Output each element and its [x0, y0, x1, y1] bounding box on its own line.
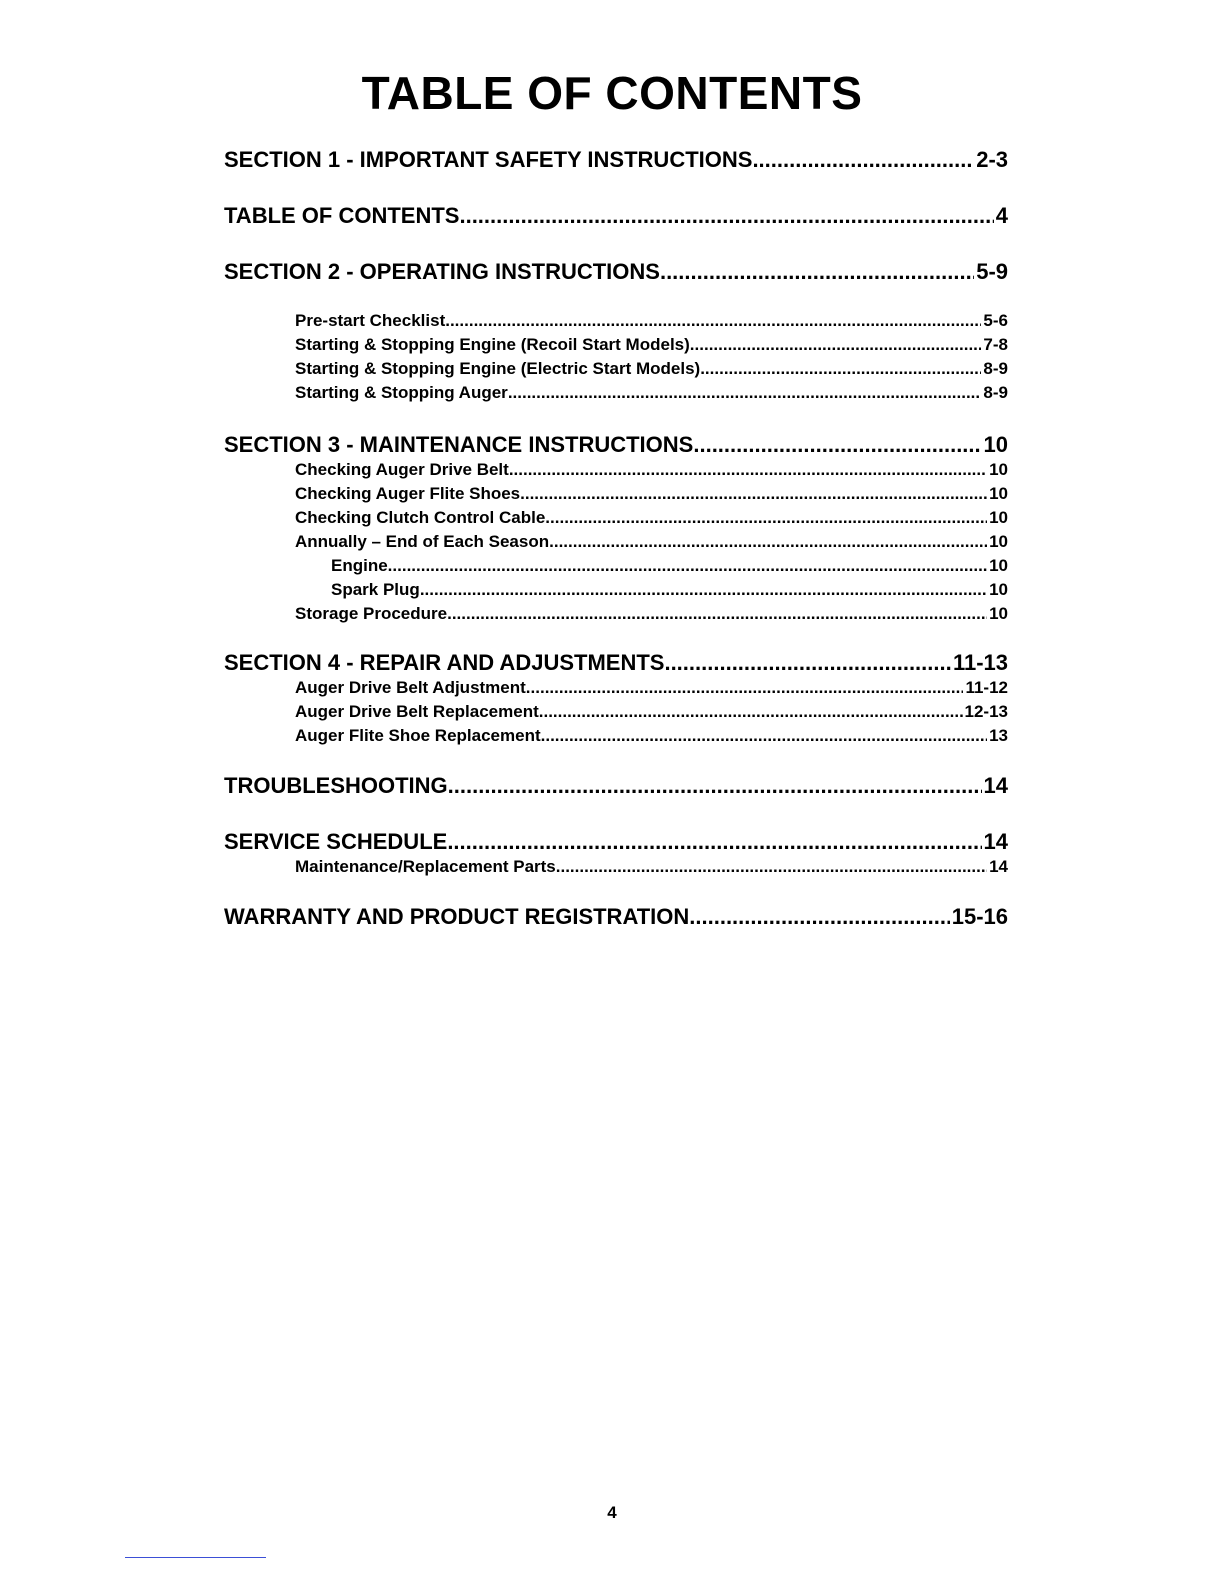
page-number: 4 — [607, 1503, 617, 1522]
toc-entry-label: Checking Auger Flite Shoes — [295, 484, 521, 503]
toc-entry-spark-plug[interactable] — [331, 579, 1008, 601]
dot-leader — [700, 358, 981, 380]
toc-entry-label: Auger Drive Belt Adjustment — [295, 678, 526, 697]
toc-entry-label: Auger Flite Shoe Replacement — [295, 726, 541, 745]
toc-entry-label: Starting & Stopping Engine (Electric Start Models) — [295, 359, 701, 378]
dot-leader — [660, 257, 974, 287]
toc-entry-section-2[interactable] — [224, 257, 1008, 287]
toc-entry-section-3[interactable] — [224, 430, 1008, 460]
toc-entry-warranty[interactable] — [224, 902, 1008, 932]
page-title: TABLE OF CONTENTS — [361, 67, 863, 119]
toc-entry-label: TROUBLESHOOTING — [224, 773, 448, 798]
dot-leader — [689, 902, 949, 932]
toc-entry-label: TABLE OF CONTENTS — [224, 203, 460, 228]
toc-entry-label: Auger Drive Belt Replacement — [295, 702, 539, 721]
toc-entry-page: 8-9 — [983, 359, 1008, 378]
toc-entry-starting-stopping-auger[interactable] — [295, 382, 1008, 404]
toc-entry-section-4[interactable] — [224, 648, 1008, 678]
toc-entry-table-of-contents[interactable] — [224, 201, 1008, 231]
toc-entry-recoil-start[interactable] — [295, 334, 1008, 356]
dot-leader — [541, 725, 987, 747]
toc-entry-page: 4 — [995, 203, 1008, 228]
toc-entry-page: 10 — [989, 580, 1008, 599]
toc-entry-page: 11-13 — [952, 650, 1008, 675]
toc-entry-section-1[interactable] — [224, 145, 1008, 175]
toc-entry-page: 14 — [989, 857, 1008, 876]
toc-entry-engine[interactable] — [331, 555, 1008, 577]
toc-entry-label: SECTION 2 - OPERATING INSTRUCTIONS — [224, 259, 660, 284]
toc-entry-label: WARRANTY AND PRODUCT REGISTRATION — [224, 904, 690, 929]
dot-leader — [545, 507, 987, 529]
toc-entry-page: 14 — [983, 829, 1008, 854]
dot-leader — [690, 334, 982, 356]
dot-leader — [549, 531, 987, 553]
toc-entry-label: Spark Plug — [331, 580, 420, 599]
dot-leader — [539, 701, 963, 723]
toc-entry-page: 10 — [989, 532, 1008, 551]
toc-entry-page: 14 — [983, 773, 1008, 798]
toc-entry-troubleshooting[interactable] — [224, 771, 1008, 801]
toc-entry-page: 10 — [989, 484, 1008, 503]
toc-entry-label: Storage Procedure — [295, 604, 448, 623]
toc-entry-page: 12-13 — [964, 702, 1008, 721]
toc-entry-checking-clutch-cable[interactable] — [295, 507, 1008, 529]
dot-leader — [420, 579, 987, 601]
toc-entry-flite-shoe-replacement[interactable] — [295, 725, 1008, 747]
dot-leader — [447, 603, 987, 625]
toc-entry-label: Pre-start Checklist — [295, 311, 446, 330]
toc-entry-page: 11-12 — [965, 678, 1008, 697]
dot-leader — [526, 677, 964, 699]
toc-entry-page: 7-8 — [983, 335, 1008, 354]
dot-leader — [752, 145, 974, 175]
dot-leader — [520, 483, 987, 505]
toc-entry-label: SECTION 3 - MAINTENANCE INSTRUCTIONS — [224, 432, 694, 457]
dot-leader — [509, 459, 987, 481]
toc-entry-page: 5-6 — [983, 311, 1008, 330]
toc-entry-page: 8-9 — [983, 383, 1008, 402]
toc-entry-page: 10 — [989, 556, 1008, 575]
dot-leader — [388, 555, 987, 577]
toc-entry-belt-adjustment[interactable] — [295, 677, 1008, 699]
toc-entry-page: 2-3 — [976, 147, 1008, 172]
dot-leader — [556, 856, 987, 878]
toc-entry-label: Engine — [331, 556, 388, 575]
toc-entry-page: 5-9 — [976, 259, 1008, 284]
toc-entry-service-schedule[interactable] — [224, 827, 1008, 857]
toc-entry-label: Annually – End of Each Season — [295, 532, 550, 551]
toc-entry-label: Starting & Stopping Engine (Recoil Start Models) — [295, 335, 690, 354]
dot-leader — [445, 310, 981, 332]
toc-entry-annually[interactable] — [295, 531, 1008, 553]
toc-entry-belt-replacement[interactable] — [295, 701, 1008, 723]
toc-entry-label: Maintenance/Replacement Parts — [295, 857, 556, 876]
toc-entry-page: 10 — [983, 432, 1008, 457]
dot-leader — [448, 771, 982, 801]
toc-entry-page: 10 — [989, 460, 1008, 479]
toc-entry-electric-start[interactable] — [295, 358, 1008, 380]
toc-entry-pre-start-checklist[interactable] — [295, 310, 1008, 332]
toc-entry-page: 10 — [989, 508, 1008, 527]
toc-entry-page: 10 — [989, 604, 1008, 623]
toc-entry-checking-drive-belt[interactable] — [295, 459, 1008, 481]
toc-entry-replacement-parts[interactable] — [295, 856, 1008, 878]
toc-entry-page: 15-16 — [951, 904, 1008, 929]
toc-entry-label: Checking Auger Drive Belt — [295, 460, 509, 479]
toc-entry-label: Starting & Stopping Auger — [295, 383, 508, 402]
dot-leader — [693, 430, 981, 460]
dot-leader — [508, 382, 982, 404]
dot-leader — [664, 648, 950, 678]
toc-entry-label: SECTION 1 - IMPORTANT SAFETY INSTRUCTIONS — [224, 147, 753, 172]
toc-entry-storage-procedure[interactable] — [295, 603, 1008, 625]
toc-entry-checking-flite-shoes[interactable] — [295, 483, 1008, 505]
toc-entry-page: 13 — [989, 726, 1008, 745]
toc-entry-label: Checking Clutch Control Cable — [295, 508, 546, 527]
toc-entry-label: SERVICE SCHEDULE — [224, 829, 448, 854]
dot-leader — [447, 827, 981, 857]
dot-leader — [459, 201, 993, 231]
footer-divider — [125, 1557, 266, 1558]
toc-entry-label: SECTION 4 - REPAIR AND ADJUSTMENTS — [224, 650, 665, 675]
